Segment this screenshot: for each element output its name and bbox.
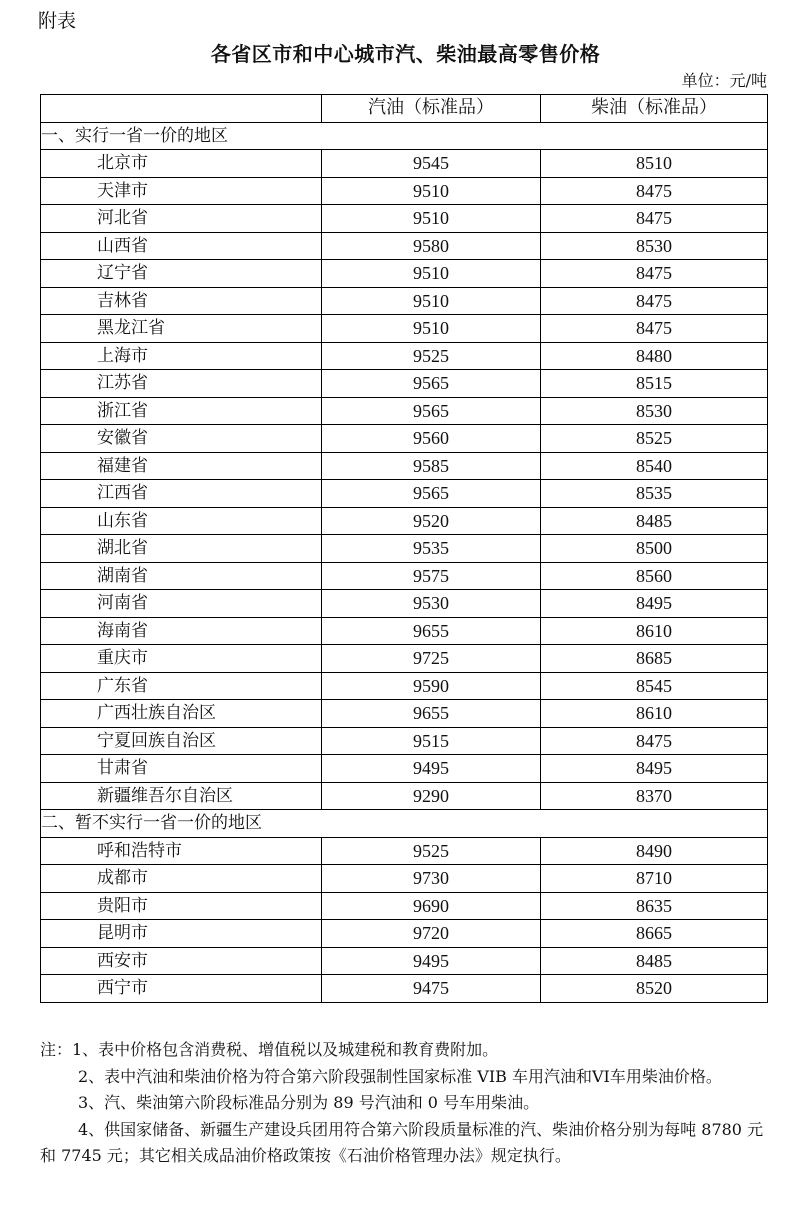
diesel-price-cell: 8545 (541, 672, 768, 700)
region-cell: 江西省 (41, 480, 322, 508)
region-cell: 新疆维吾尔自治区 (41, 782, 322, 810)
diesel-price-cell: 8475 (541, 315, 768, 343)
diesel-price-cell: 8485 (541, 947, 768, 975)
diesel-price-cell: 8530 (541, 397, 768, 425)
region-cell: 福建省 (41, 452, 322, 480)
note-1: 注：1、表中价格包含消费税、增值税以及城建税和教育费附加。 (40, 1040, 499, 1059)
section-row (41, 810, 768, 838)
region-cell: 江苏省 (41, 370, 322, 398)
region-cell: 成都市 (41, 865, 322, 893)
table-row (41, 287, 768, 315)
price-table (40, 94, 768, 1003)
note-2: 2、表中汽油和柴油价格为符合第六阶段强制性国家标准 VIB 车用汽油和VI车用柴油价格。 (78, 1066, 722, 1086)
header-gasoline: 汽油（标准品） (322, 95, 541, 123)
gasoline-price-cell: 9510 (322, 177, 541, 205)
diesel-price-cell: 8530 (541, 232, 768, 260)
table-row (41, 617, 768, 645)
table-row (41, 205, 768, 233)
diesel-price-cell: 8480 (541, 342, 768, 370)
gasoline-price-cell: 9565 (322, 480, 541, 508)
diesel-price-cell: 8710 (541, 865, 768, 893)
diesel-price-cell: 8500 (541, 535, 768, 563)
diesel-price-cell: 8525 (541, 425, 768, 453)
region-cell: 呼和浩特市 (41, 837, 322, 865)
table-row (41, 975, 768, 1003)
table-row (41, 315, 768, 343)
table-row (41, 177, 768, 205)
header-diesel: 柴油（标准品） (541, 95, 768, 123)
gasoline-price-cell: 9530 (322, 590, 541, 618)
region-cell: 北京市 (41, 150, 322, 178)
gasoline-price-cell: 9720 (322, 920, 541, 948)
table-row (41, 562, 768, 590)
unit-label: 单位：元/吨 (681, 71, 767, 90)
table-row (41, 370, 768, 398)
gasoline-price-cell: 9730 (322, 865, 541, 893)
note-4: 4、供国家储备、新疆生产建设兵团用符合第六阶段质量标准的汽、柴油价格分别为每吨 8780 元和 7745 元；其它相关成品油价格政策按《石油价格管理办法》规定执行。 (40, 1119, 764, 1165)
diesel-price-cell: 8610 (541, 700, 768, 728)
gasoline-price-cell: 9655 (322, 700, 541, 728)
table-row (41, 837, 768, 865)
page-title: 各省区市和中心城市汽、柴油最高零售价格 (210, 42, 601, 66)
diesel-price-cell: 8475 (541, 177, 768, 205)
table-row (41, 507, 768, 535)
region-cell: 贵阳市 (41, 892, 322, 920)
gasoline-price-cell: 9510 (322, 287, 541, 315)
notes (40, 1037, 770, 1170)
table-row (41, 480, 768, 508)
diesel-price-cell: 8475 (541, 727, 768, 755)
region-cell: 西宁市 (41, 975, 322, 1003)
diesel-price-cell: 8495 (541, 590, 768, 618)
gasoline-price-cell: 9725 (322, 645, 541, 673)
diesel-price-cell: 8475 (541, 260, 768, 288)
region-cell: 山西省 (41, 232, 322, 260)
region-cell: 河北省 (41, 205, 322, 233)
gasoline-price-cell: 9475 (322, 975, 541, 1003)
gasoline-price-cell: 9520 (322, 507, 541, 535)
gasoline-price-cell: 9580 (322, 232, 541, 260)
table-row (41, 590, 768, 618)
gasoline-price-cell: 9495 (322, 947, 541, 975)
table-row (41, 755, 768, 783)
region-cell: 宁夏回族自治区 (41, 727, 322, 755)
gasoline-price-cell: 9510 (322, 315, 541, 343)
table-row (41, 727, 768, 755)
gasoline-price-cell: 9290 (322, 782, 541, 810)
diesel-price-cell: 8515 (541, 370, 768, 398)
table-row (41, 920, 768, 948)
gasoline-price-cell: 9515 (322, 727, 541, 755)
region-cell: 河南省 (41, 590, 322, 618)
region-cell: 吉林省 (41, 287, 322, 315)
table-row (41, 232, 768, 260)
diesel-price-cell: 8370 (541, 782, 768, 810)
diesel-price-cell: 8475 (541, 205, 768, 233)
region-cell: 甘肃省 (41, 755, 322, 783)
gasoline-price-cell: 9535 (322, 535, 541, 563)
gasoline-price-cell: 9510 (322, 205, 541, 233)
gasoline-price-cell: 9525 (322, 837, 541, 865)
gasoline-price-cell: 9545 (322, 150, 541, 178)
region-cell: 黑龙江省 (41, 315, 322, 343)
gasoline-price-cell: 9575 (322, 562, 541, 590)
table-row (41, 782, 768, 810)
table-row (41, 892, 768, 920)
region-cell: 天津市 (41, 177, 322, 205)
diesel-price-cell: 8485 (541, 507, 768, 535)
table-row (41, 865, 768, 893)
table-row (41, 425, 768, 453)
gasoline-price-cell: 9565 (322, 370, 541, 398)
section-label: 一、实行一省一价的地区 (41, 122, 768, 150)
diesel-price-cell: 8510 (541, 150, 768, 178)
region-cell: 辽宁省 (41, 260, 322, 288)
region-cell: 广西壮族自治区 (41, 700, 322, 728)
attachment-label: 附表 (38, 10, 77, 32)
table-row (41, 947, 768, 975)
header-region-cell (41, 95, 322, 123)
region-cell: 湖南省 (41, 562, 322, 590)
table-row (41, 150, 768, 178)
region-cell: 西安市 (41, 947, 322, 975)
region-cell: 上海市 (41, 342, 322, 370)
gasoline-price-cell: 9525 (322, 342, 541, 370)
diesel-price-cell: 8610 (541, 617, 768, 645)
table-row (41, 700, 768, 728)
diesel-price-cell: 8520 (541, 975, 768, 1003)
gasoline-price-cell: 9495 (322, 755, 541, 783)
table-row (41, 342, 768, 370)
region-cell: 重庆市 (41, 645, 322, 673)
table-row (41, 397, 768, 425)
region-cell: 昆明市 (41, 920, 322, 948)
diesel-price-cell: 8490 (541, 837, 768, 865)
region-cell: 安徽省 (41, 425, 322, 453)
table-row (41, 645, 768, 673)
section-row (41, 122, 768, 150)
diesel-price-cell: 8535 (541, 480, 768, 508)
table-row (41, 452, 768, 480)
gasoline-price-cell: 9655 (322, 617, 541, 645)
diesel-price-cell: 8685 (541, 645, 768, 673)
diesel-price-cell: 8540 (541, 452, 768, 480)
region-cell: 海南省 (41, 617, 322, 645)
table-header-row (41, 95, 768, 123)
diesel-price-cell: 8665 (541, 920, 768, 948)
region-cell: 浙江省 (41, 397, 322, 425)
gasoline-price-cell: 9590 (322, 672, 541, 700)
region-cell: 广东省 (41, 672, 322, 700)
gasoline-price-cell: 9585 (322, 452, 541, 480)
gasoline-price-cell: 9690 (322, 892, 541, 920)
gasoline-price-cell: 9560 (322, 425, 541, 453)
table-row (41, 260, 768, 288)
region-cell: 山东省 (41, 507, 322, 535)
gasoline-price-cell: 9510 (322, 260, 541, 288)
section-label: 二、暂不实行一省一价的地区 (41, 810, 768, 838)
note-3: 3、汽、柴油第六阶段标准品分别为 89 号汽油和 0 号车用柴油。 (78, 1093, 540, 1112)
diesel-price-cell: 8635 (541, 892, 768, 920)
table-row (41, 535, 768, 563)
diesel-price-cell: 8475 (541, 287, 768, 315)
gasoline-price-cell: 9565 (322, 397, 541, 425)
table-row (41, 672, 768, 700)
diesel-price-cell: 8560 (541, 562, 768, 590)
diesel-price-cell: 8495 (541, 755, 768, 783)
region-cell: 湖北省 (41, 535, 322, 563)
